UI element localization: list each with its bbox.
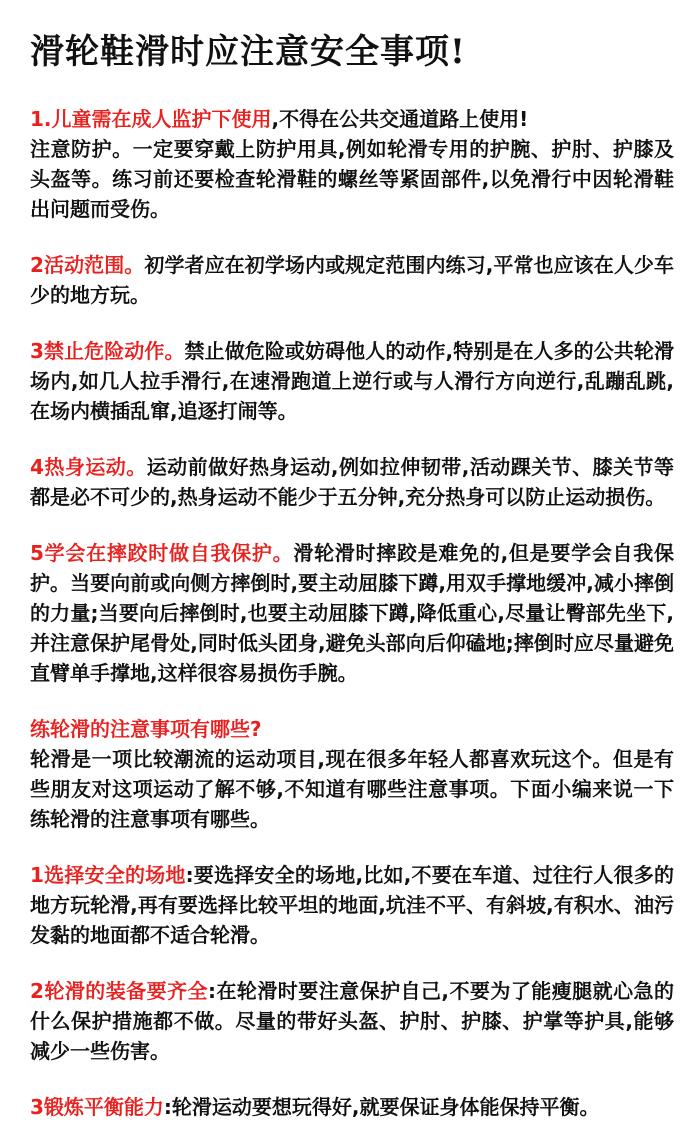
section-2: [30, 250, 674, 310]
section-5-body: 滑轮滑时摔跤是难免的,但是要学会自我保护。当要向前或向侧方摔倒时,要主动屈膝下蹲,用双手撑地缓冲,减小摔倒的力量;当要向后摔倒时,也要主动屈膝下蹲,降低重心,尽量让臀部先坐下,并注意保护尾骨处,同时低头团身,避免头部向后仰磕地;摔倒时应尽量避免直臂单手撑地,这样很容易损伤手腕。: [30, 541, 675, 685]
tip-2: [30, 976, 674, 1066]
section-3: [30, 336, 674, 426]
section-5-number: 5: [30, 541, 44, 565]
section-3-heading: 禁止危险动作。: [43, 339, 185, 363]
section-5: [30, 538, 674, 688]
section-1-heading: 儿童需在成人监护下使用: [51, 107, 272, 131]
section-4-text: [30, 452, 674, 512]
tip-1-text: [30, 860, 674, 950]
tip-2-body: :在轮滑时要注意保护自己,不要为了能瘦腿就心急的什么保护措施都不做。尽量的带好头盔、护肘、护膝、护掌等护具,能够减少一些伤害。: [30, 979, 674, 1063]
section-2-number: 2: [30, 253, 44, 277]
tip-3-number: 3: [30, 1095, 44, 1119]
section-2-text: [30, 250, 674, 310]
section-4: [30, 452, 674, 512]
tip-1-body: :要选择安全的场地,比如,不要在车道、过往行人很多的地方玩轮滑,再有要选择比较平坦的地面,坑洼不平、有斜坡,有积水、油污发黏的地面都不适合轮滑。: [30, 863, 674, 947]
section-5-text: [30, 538, 674, 688]
tip-2-number: 2: [30, 979, 44, 1003]
intro-section: [30, 714, 674, 834]
intro-body: 轮滑是一项比较潮流的运动项目,现在很多年轻人都喜欢玩这个。但是有些朋友对这项运动了解不够,不知道有哪些注意事项。下面小编来说一下练轮滑的注意事项有哪些。: [30, 747, 674, 831]
section-3-body: 禁止做危险或妨碍他人的动作,特别是在人多的公共轮滑场内,如几人拉手滑行,在速滑跑道上逆行或与人滑行方向逆行,乱蹦乱跳,在场内横插乱窜,追逐打闹等。: [30, 339, 674, 423]
tip-3-body: :轮滑运动要想玩得好,就要保证身体能保持平衡。: [163, 1095, 600, 1119]
page-title: 滑轮鞋滑时应注意安全事项!: [30, 32, 466, 72]
section-4-number: 4: [30, 455, 44, 479]
section-1-number: 1.: [30, 107, 52, 131]
tip-3-text: [30, 1092, 674, 1122]
section-1-body: 注意防护。一定要穿戴上防护用具,例如轮滑专用的护腕、护肘、护膝及头盔等。练习前还要检查轮滑鞋的螺丝等紧固部件,以免滑行中因轮滑鞋出问题而受伤。: [30, 137, 674, 221]
section-4-heading: 热身运动。: [43, 455, 147, 479]
tip-1-number: 1: [30, 863, 44, 887]
section-1: [30, 104, 674, 224]
tip-1: [30, 860, 674, 950]
intro-heading: 练轮滑的注意事项有哪些?: [30, 717, 262, 741]
section-2-body: 初学者应在初学场内或规定范围内练习,平常也应该在人少车少的地方玩。: [30, 253, 674, 307]
tip-1-heading: 选择安全的场地: [43, 863, 186, 887]
section-3-number: 3: [30, 339, 44, 363]
section-1-line1: ,不得在公共交通道路上使用!: [271, 107, 529, 131]
section-3-text: [30, 336, 674, 426]
section-2-heading: 活动范围。: [43, 253, 145, 277]
section-4-body: 运动前做好热身运动,例如拉伸韧带,活动踝关节、膝关节等都是必不可少的,热身运动不能少于五分钟,充分热身可以防止运动损伤。: [30, 455, 674, 509]
tip-2-text: [30, 976, 674, 1066]
tip-2-heading: 轮滑的装备要齐全: [43, 979, 208, 1003]
tip-3: [30, 1092, 674, 1122]
tip-3-heading: 锻炼平衡能力: [43, 1095, 164, 1119]
section-5-heading: 学会在摔跤时做自我保护。: [43, 541, 294, 565]
section-1-text: [30, 104, 674, 224]
